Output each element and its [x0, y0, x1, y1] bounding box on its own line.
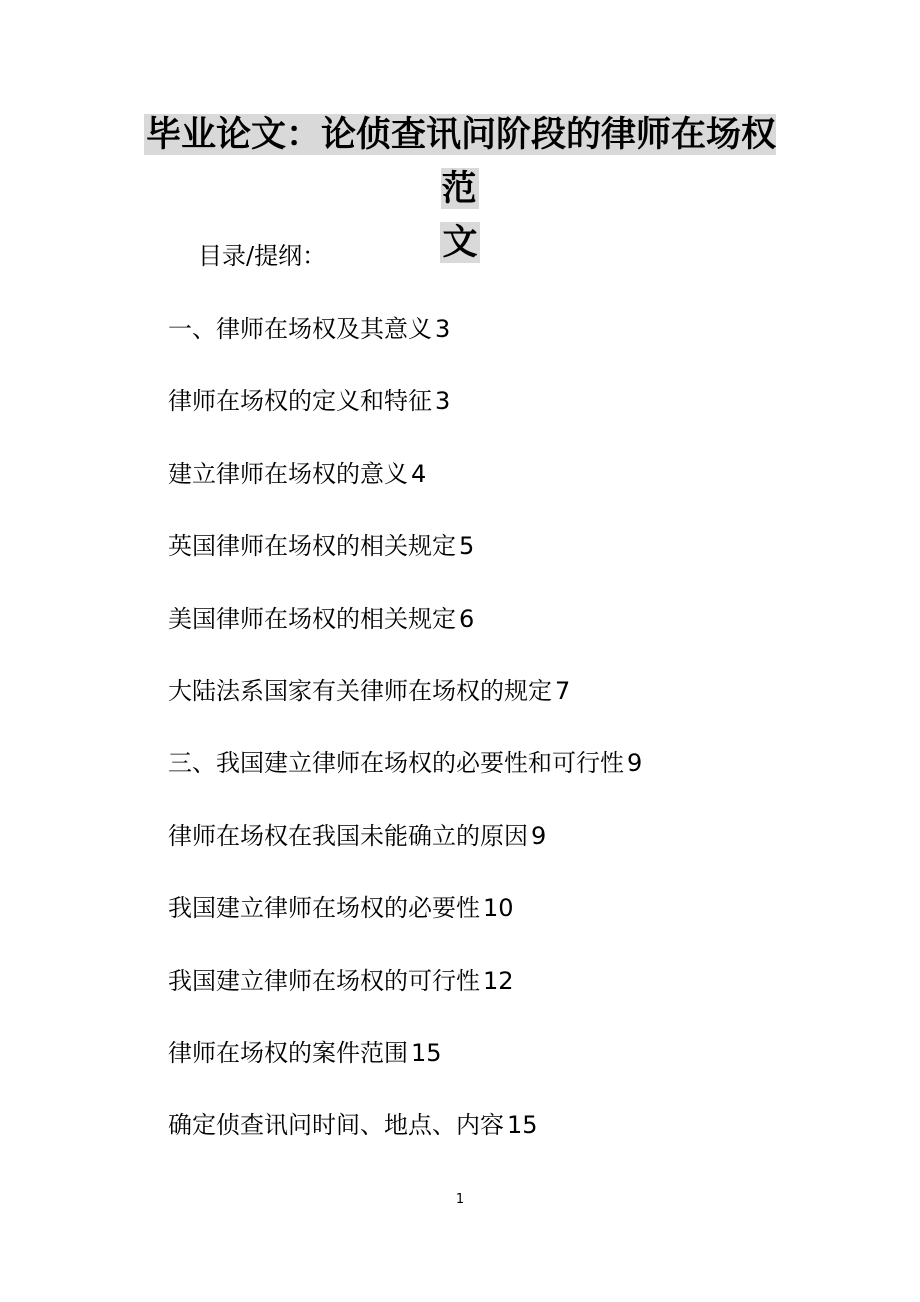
toc-item-text: 大陆法系国家有关律师在场权的规定: [168, 676, 552, 705]
toc-heading: 目录/提纲：: [198, 242, 327, 270]
title-line-2: 文: [442, 222, 478, 263]
title-line-1: 毕业论文：论侦查讯问阶段的律师在场权范: [145, 114, 776, 209]
toc-item: [168, 454, 642, 526]
toc-item: [168, 671, 642, 743]
toc-item: [168, 1105, 642, 1177]
toc-item-text: 律师在场权的案件范围: [168, 1038, 408, 1067]
toc-item-page: 6: [459, 604, 475, 633]
toc-item: [168, 888, 642, 960]
table-of-contents: [168, 309, 642, 1178]
toc-item-page: 10: [483, 894, 514, 923]
toc-item-text: 英国律师在场权的相关规定: [168, 532, 456, 561]
toc-item-text: 我国建立律师在场权的可行性: [168, 966, 480, 995]
toc-item: [168, 743, 642, 815]
toc-item-page: 9: [627, 749, 643, 778]
toc-item-page: 5: [459, 532, 475, 561]
toc-item: [168, 961, 642, 1033]
toc-item-text: 建立律师在场权的意义: [168, 459, 408, 488]
toc-item: [168, 526, 642, 598]
toc-item: [168, 816, 642, 888]
toc-item: [168, 1033, 642, 1105]
toc-item-page: 7: [555, 676, 571, 705]
toc-item-page: 4: [411, 459, 427, 488]
toc-item-text: 确定侦查讯问时间、地点、内容: [168, 1111, 504, 1140]
page-number: 1: [455, 1192, 465, 1207]
toc-item-page: 9: [531, 821, 547, 850]
toc-item-page: 15: [411, 1038, 442, 1067]
toc-item-text: 我国建立律师在场权的必要性: [168, 894, 480, 923]
toc-item-text: 律师在场权在我国未能确立的原因: [168, 821, 528, 850]
toc-item: [168, 599, 642, 671]
toc-item-page: 3: [435, 315, 451, 343]
toc-item-text: 一、律师在场权及其意义: [168, 315, 432, 343]
toc-item: [168, 381, 642, 453]
toc-item: [168, 309, 642, 381]
toc-item-page: 12: [483, 966, 514, 995]
toc-item-page: 15: [507, 1111, 538, 1140]
toc-item-text: 律师在场权的定义和特征: [168, 387, 432, 416]
toc-item-text: 美国律师在场权的相关规定: [168, 604, 456, 633]
toc-item-text: 三、我国建立律师在场权的必要性和可行性: [168, 749, 624, 778]
toc-item-page: 3: [435, 387, 451, 416]
